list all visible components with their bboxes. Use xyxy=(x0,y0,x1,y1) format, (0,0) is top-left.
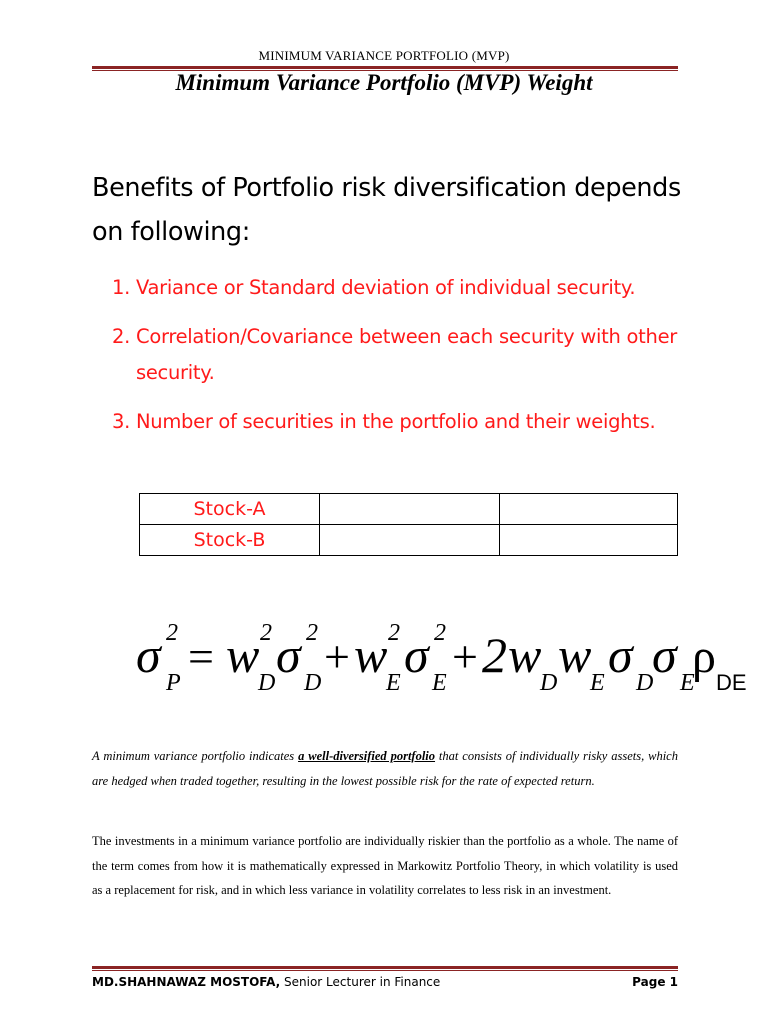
formula-power: 2 xyxy=(306,620,318,646)
highlighted-phrase: a well-diversified portfolio xyxy=(298,749,436,763)
author-name: MD.SHAHNAWAZ MOSTOFA, xyxy=(92,975,281,989)
table-cell xyxy=(320,494,500,525)
formula-w: w xyxy=(558,627,592,683)
list-text: Correlation/Covariance between each security with other security. xyxy=(136,325,677,384)
stock-table xyxy=(139,493,678,556)
footer-rule xyxy=(92,966,678,971)
definition-paragraph xyxy=(92,744,678,793)
formula-subscript: DE xyxy=(716,670,747,695)
list-text: Number of securities in the portfolio and their weights. xyxy=(136,410,656,433)
formula-sigma: σ xyxy=(652,627,677,683)
benefit-list xyxy=(112,270,677,440)
formula-power: 2 xyxy=(260,620,272,646)
formula-power: 2 xyxy=(388,620,400,646)
formula-power: 2 xyxy=(166,620,178,646)
formula-sigma: σ xyxy=(404,627,429,683)
formula-equals: = xyxy=(188,631,214,682)
list-number: 2. xyxy=(112,325,131,348)
list-number: 3. xyxy=(112,410,131,433)
list-item xyxy=(112,270,677,306)
footer-author xyxy=(92,975,440,989)
formula-w: w xyxy=(508,627,542,683)
table-cell-stock: Stock-A xyxy=(140,494,320,525)
running-header: MINIMUM VARIANCE PORTFOLIO (MVP) xyxy=(258,48,510,63)
list-number: 1. xyxy=(112,276,131,299)
table-cell xyxy=(500,494,678,525)
formula-subscript: D xyxy=(304,670,322,696)
page-number: Page 1 xyxy=(632,975,678,989)
formula-plus: + xyxy=(324,631,350,682)
table-row xyxy=(140,525,678,556)
explanation-paragraph: The investments in a minimum variance portfolio are individually riskier than the portfolio as a whole. The name of the term comes from how it is mathematically expressed in Markowitz Portfolio Theory, in which volatility is used as a replacement for risk, and in which less variance in volatility correlates to less risk in an investment. xyxy=(92,834,678,897)
formula-subscript: D xyxy=(258,670,276,696)
list-item xyxy=(112,319,677,391)
formula-sigma: σ xyxy=(276,627,301,683)
page-title: Minimum Variance Portfolio (MVP) Weight xyxy=(175,70,593,95)
author-role: Senior Lecturer in Finance xyxy=(280,975,441,989)
benefits-heading: Benefits of Portfolio risk diversification depends on following: xyxy=(92,173,681,247)
formula-subscript: D xyxy=(636,670,654,696)
formula-subscript: D xyxy=(540,670,558,696)
formula-subscript: E xyxy=(432,670,447,696)
list-item xyxy=(112,404,677,440)
paragraph-text: that consists of individually risky assets, which are hedged when traded together, resulting in the lowest possible risk for the rate of expected return. xyxy=(92,749,678,788)
formula-w: w xyxy=(354,627,388,683)
formula-plus: + xyxy=(452,631,478,682)
formula-subscript: E xyxy=(386,670,401,696)
formula-sigma: σ xyxy=(608,627,633,683)
formula-subscript: E xyxy=(680,670,695,696)
formula-subscript: P xyxy=(166,670,181,696)
table-row xyxy=(140,494,678,525)
formula-two: 2 xyxy=(482,627,507,683)
table-cell-stock: Stock-B xyxy=(140,525,320,556)
table-cell xyxy=(500,525,678,556)
formula-subscript: E xyxy=(590,670,605,696)
formula-power: 2 xyxy=(434,620,446,646)
list-text: Variance or Standard deviation of individual security. xyxy=(136,276,636,299)
table-cell xyxy=(320,525,500,556)
formula-rho: ρ xyxy=(692,630,716,683)
formula-sigma: σ xyxy=(136,627,161,683)
paragraph-text: A minimum variance portfolio indicates xyxy=(92,749,299,763)
formula-w: w xyxy=(226,627,260,683)
portfolio-variance-formula xyxy=(130,610,747,700)
